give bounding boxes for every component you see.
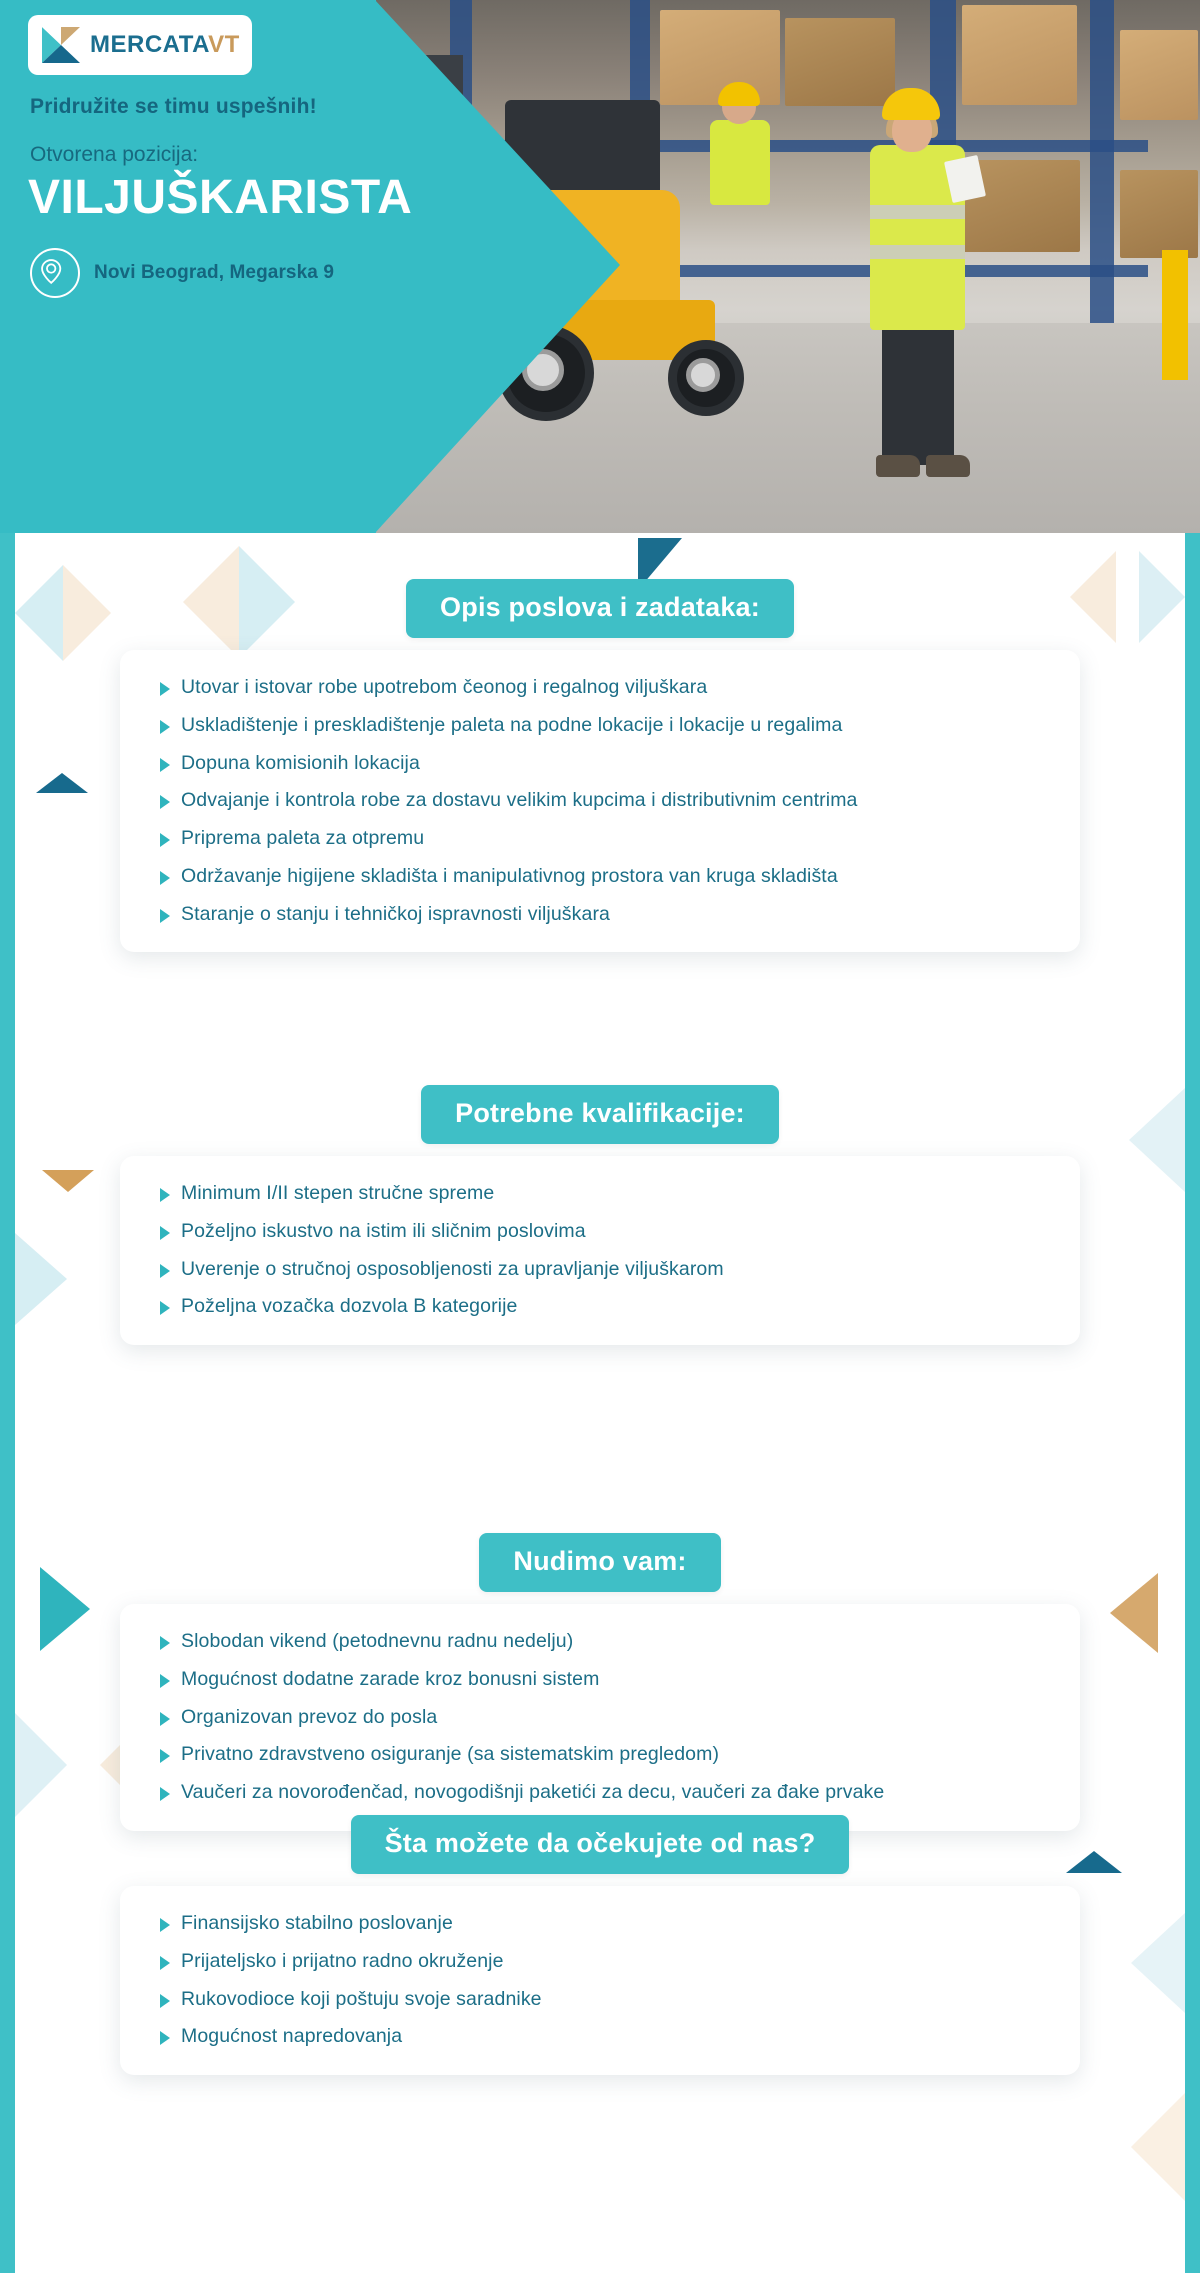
logo-wordmark <box>90 31 240 59</box>
forklift-wheel-hub <box>686 358 720 392</box>
bullet-arrow-icon <box>160 1301 170 1315</box>
list-item <box>160 1706 1046 1730</box>
list-item <box>160 789 1046 813</box>
list-item-text: Uverenje o stručnoj osposobljenosti za upravljanje viljuškarom <box>181 1257 724 1280</box>
list-item <box>160 752 1046 776</box>
bullet-arrow-icon <box>160 1712 170 1726</box>
rack-beam <box>1090 0 1114 340</box>
list-item <box>160 1950 1046 1974</box>
section-card <box>120 1886 1080 2075</box>
bullet-arrow-icon <box>160 1226 170 1240</box>
list-item-text: Minimum I/II stepen stručne spreme <box>181 1182 495 1204</box>
mercata-logo-mark-icon <box>42 27 80 63</box>
section-sta-mozete-da-ocekujete <box>0 1815 1200 2075</box>
list-item <box>160 1912 1046 1936</box>
list-item-text: Prijateljsko i prijatno radno okruženje <box>181 1949 504 1972</box>
section-nudimo-vam <box>0 1533 1200 1831</box>
list-item-text: Organizovan prevoz do posla <box>181 1705 438 1728</box>
bullet-arrow-icon <box>160 1918 170 1932</box>
standing-worker-legs <box>882 325 954 465</box>
bullet-arrow-icon <box>160 758 170 772</box>
list-item-text: Privatno zdravstveno osiguranje (sa sistematskim pregledom) <box>181 1743 720 1766</box>
section-header <box>0 579 1200 638</box>
bullet-arrow-icon <box>160 1636 170 1650</box>
list-item <box>160 903 1046 927</box>
list-item-text: Staranje o stanju i tehničkoj ispravnosti viljuškara <box>181 902 610 925</box>
list-item-text: Odvajanje i kontrola robe za dostavu velikim kupcima i distributivnim centrima <box>181 789 858 812</box>
list-item <box>160 676 1046 700</box>
vest-reflective-stripe <box>870 245 965 259</box>
standing-worker-boot <box>926 455 970 477</box>
list-item-text: Dopuna komisionih lokacija <box>181 751 420 774</box>
safety-pillar <box>1162 250 1188 380</box>
poster-header <box>0 0 1200 533</box>
location-text: Novi Beograd, Megarska 9 <box>94 262 334 283</box>
cardboard-box <box>962 5 1077 105</box>
bullet-arrow-icon <box>160 909 170 923</box>
location-row <box>30 248 334 298</box>
bullet-arrow-icon <box>160 1188 170 1202</box>
poster-body <box>0 533 1200 2273</box>
header-tagline: Pridružite se timu uspešnih! <box>30 95 317 118</box>
bullet-arrow-icon <box>160 871 170 885</box>
page-title: VILJUŠKARISTA <box>28 171 413 224</box>
bullet-arrow-icon <box>160 1674 170 1688</box>
bullet-arrow-icon <box>160 682 170 696</box>
standing-worker-boot <box>876 455 920 477</box>
open-position-label: Otvorena pozicija: <box>30 143 199 166</box>
bullet-arrow-icon <box>160 2031 170 2045</box>
list-item <box>160 1781 1046 1805</box>
list-item-text: Slobodan vikend (petodnevnu radnu nedelju) <box>181 1630 574 1652</box>
cardboard-box <box>785 18 895 106</box>
cardboard-box <box>1120 170 1198 258</box>
section-title: Potrebne kvalifikacije: <box>421 1085 779 1144</box>
list-item <box>160 827 1046 851</box>
section-potrebne-kvalifikacije <box>0 1085 1200 1345</box>
bullet-arrow-icon <box>160 1956 170 1970</box>
list-item-text: Održavanje higijene skladišta i manipulativnog prostora van kruga skladišta <box>181 864 838 887</box>
seated-worker-vest <box>710 120 770 205</box>
list-item <box>160 1258 1046 1282</box>
list-item-text: Uskladištenje i preskladištenje paleta na podne lokacije i lokacije u regalima <box>181 713 843 736</box>
section-title: Šta možete da očekujete od nas? <box>351 1815 850 1874</box>
list-item <box>160 865 1046 889</box>
bullet-arrow-icon <box>160 1749 170 1763</box>
list-item-text: Priprema paleta za otpremu <box>181 827 425 850</box>
list-item-text: Poželjna vozačka dozvola B kategorije <box>181 1295 518 1318</box>
company-logo <box>28 15 252 75</box>
vest-reflective-stripe <box>870 205 965 219</box>
section-title: Opis poslova i zadataka: <box>406 579 794 638</box>
logo-wordmark-secondary: VT <box>208 31 240 58</box>
section-card <box>120 650 1080 952</box>
list-item-text: Poželjno iskustvo na istim ili sličnim poslovima <box>181 1219 586 1242</box>
section-opis-poslova <box>0 579 1200 952</box>
list-item <box>160 714 1046 738</box>
decor-triangle-cream <box>1131 2093 1185 2201</box>
list-item <box>160 1182 1046 1206</box>
section-title: Nudimo vam: <box>479 1533 720 1592</box>
section-header <box>0 1533 1200 1592</box>
list-item <box>160 1630 1046 1654</box>
logo-wordmark-primary: MERCATA <box>90 31 209 58</box>
list-item-text: Mogućnost napredovanja <box>181 2025 403 2048</box>
list-item <box>160 1988 1046 2012</box>
list-item <box>160 1743 1046 1767</box>
bullet-arrow-icon <box>160 795 170 809</box>
map-pin-icon <box>30 248 80 298</box>
list-item-text: Finansijsko stabilno poslovanje <box>181 1912 453 1934</box>
list-item <box>160 1295 1046 1319</box>
section-card <box>120 1604 1080 1831</box>
list-item-text: Rukovodioce koji poštuju svoje saradnike <box>181 1987 542 2010</box>
bullet-arrow-icon <box>160 833 170 847</box>
list-item-text: Utovar i istovar robe upotrebom čeonog i regalnog viljuškara <box>181 676 708 698</box>
list-item <box>160 1220 1046 1244</box>
section-header <box>0 1815 1200 1874</box>
list-item-text: Vaučeri za novorođenčad, novogodišnji paketići za decu, vaučeri za đake prvake <box>181 1781 885 1804</box>
bullet-arrow-icon <box>160 1994 170 2008</box>
bullet-arrow-icon <box>160 1264 170 1278</box>
list-item-text: Mogućnost dodatne zarade kroz bonusni sistem <box>181 1667 600 1690</box>
section-header <box>0 1085 1200 1144</box>
bullet-arrow-icon <box>160 720 170 734</box>
list-item <box>160 1668 1046 1692</box>
list-item <box>160 2025 1046 2049</box>
cardboard-box <box>1120 30 1198 120</box>
bullet-arrow-icon <box>160 1787 170 1801</box>
section-card <box>120 1156 1080 1345</box>
